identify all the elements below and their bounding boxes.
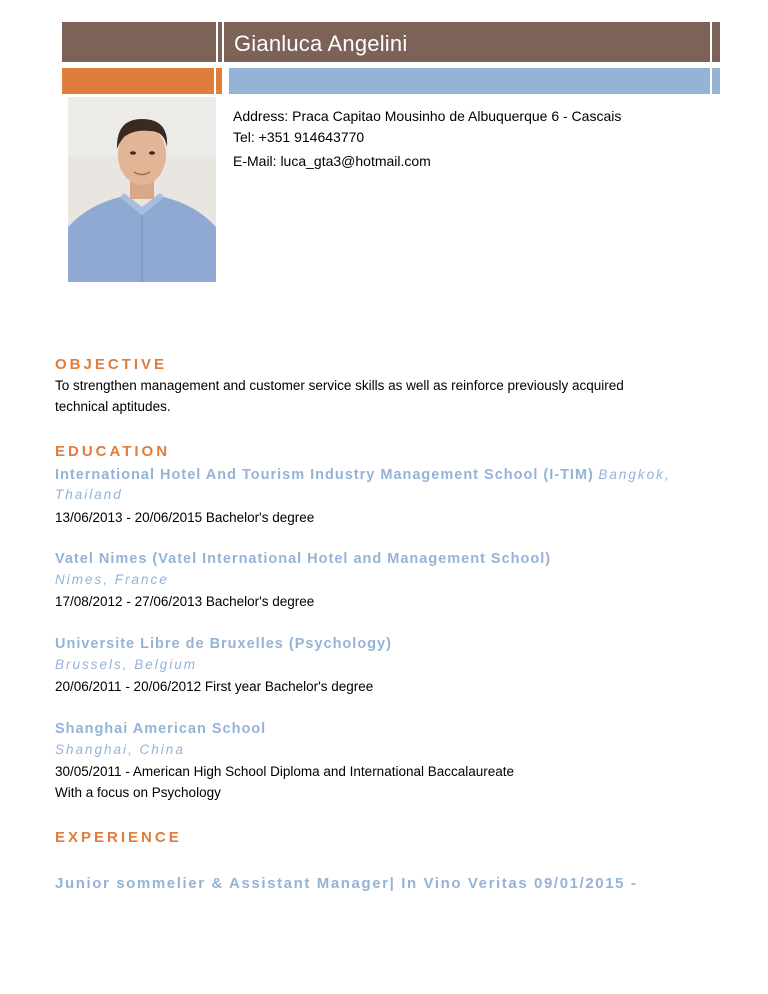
education-heading: EDUCATION bbox=[55, 443, 171, 460]
contact-block bbox=[233, 104, 621, 173]
address-line: Address: Praca Capitao Mousinho de Albuquerque 6 - Cascais bbox=[233, 108, 622, 124]
school-name: Vatel Nimes (Vatel International Hotel and Management School) bbox=[55, 551, 552, 567]
phone-line: Tel: +351 914643770 bbox=[233, 129, 365, 145]
education-item bbox=[55, 549, 551, 613]
school-location: Nimes, France bbox=[55, 572, 169, 587]
education-item bbox=[55, 634, 392, 698]
objective-section bbox=[55, 356, 624, 417]
objective-line-2: technical aptitudes. bbox=[55, 399, 171, 414]
profile-photo bbox=[68, 97, 216, 282]
school-dates: 13/06/2013 - 20/06/2015 Bachelor's degree bbox=[55, 510, 315, 525]
accent-bar-orange bbox=[62, 68, 222, 94]
school-dates: 17/08/2012 - 27/06/2013 Bachelor's degree bbox=[55, 594, 315, 609]
education-heading-wrap bbox=[55, 443, 170, 460]
school-location: Thailand bbox=[55, 487, 123, 502]
email-line: E-Mail: luca_gta3@hotmail.com bbox=[233, 153, 431, 169]
name-banner bbox=[62, 22, 720, 62]
accent-bar-blue bbox=[229, 68, 720, 94]
school-location: Brussels, Belgium bbox=[55, 657, 198, 672]
school-name: International Hotel And Tourism Industry Management School (I-TIM) bbox=[55, 467, 594, 483]
bar-divider bbox=[710, 68, 712, 94]
education-item bbox=[55, 465, 671, 530]
education-item bbox=[55, 719, 514, 804]
objective-heading: OBJECTIVE bbox=[55, 356, 168, 373]
school-note: With a focus on Psychology bbox=[55, 785, 221, 800]
experience-heading-wrap bbox=[55, 829, 182, 846]
experience-item bbox=[55, 875, 638, 892]
banner-divider bbox=[222, 22, 224, 62]
school-dates: 30/05/2011 - American High School Diploma and International Baccalaureate bbox=[55, 764, 515, 779]
school-dates: 20/06/2011 - 20/06/2012 First year Bachelor's degree bbox=[55, 679, 374, 694]
experience-heading: EXPERIENCE bbox=[55, 829, 182, 846]
banner-divider bbox=[710, 22, 712, 62]
job-title: Junior sommelier & Assistant Manager| In Vino Veritas 09/01/2015 - bbox=[55, 875, 638, 892]
candidate-name: Gianluca Angelini bbox=[234, 31, 408, 56]
bar-divider bbox=[214, 68, 216, 94]
school-location-inline: Bangkok, bbox=[598, 467, 671, 482]
objective-line-1: To strengthen management and customer service skills as well as reinforce previously acquired bbox=[55, 378, 624, 393]
banner-divider bbox=[216, 22, 218, 62]
school-name: Shanghai American School bbox=[55, 721, 267, 737]
school-name: Universite Libre de Bruxelles (Psychology) bbox=[55, 636, 392, 652]
school-location: Shanghai, China bbox=[55, 742, 185, 757]
